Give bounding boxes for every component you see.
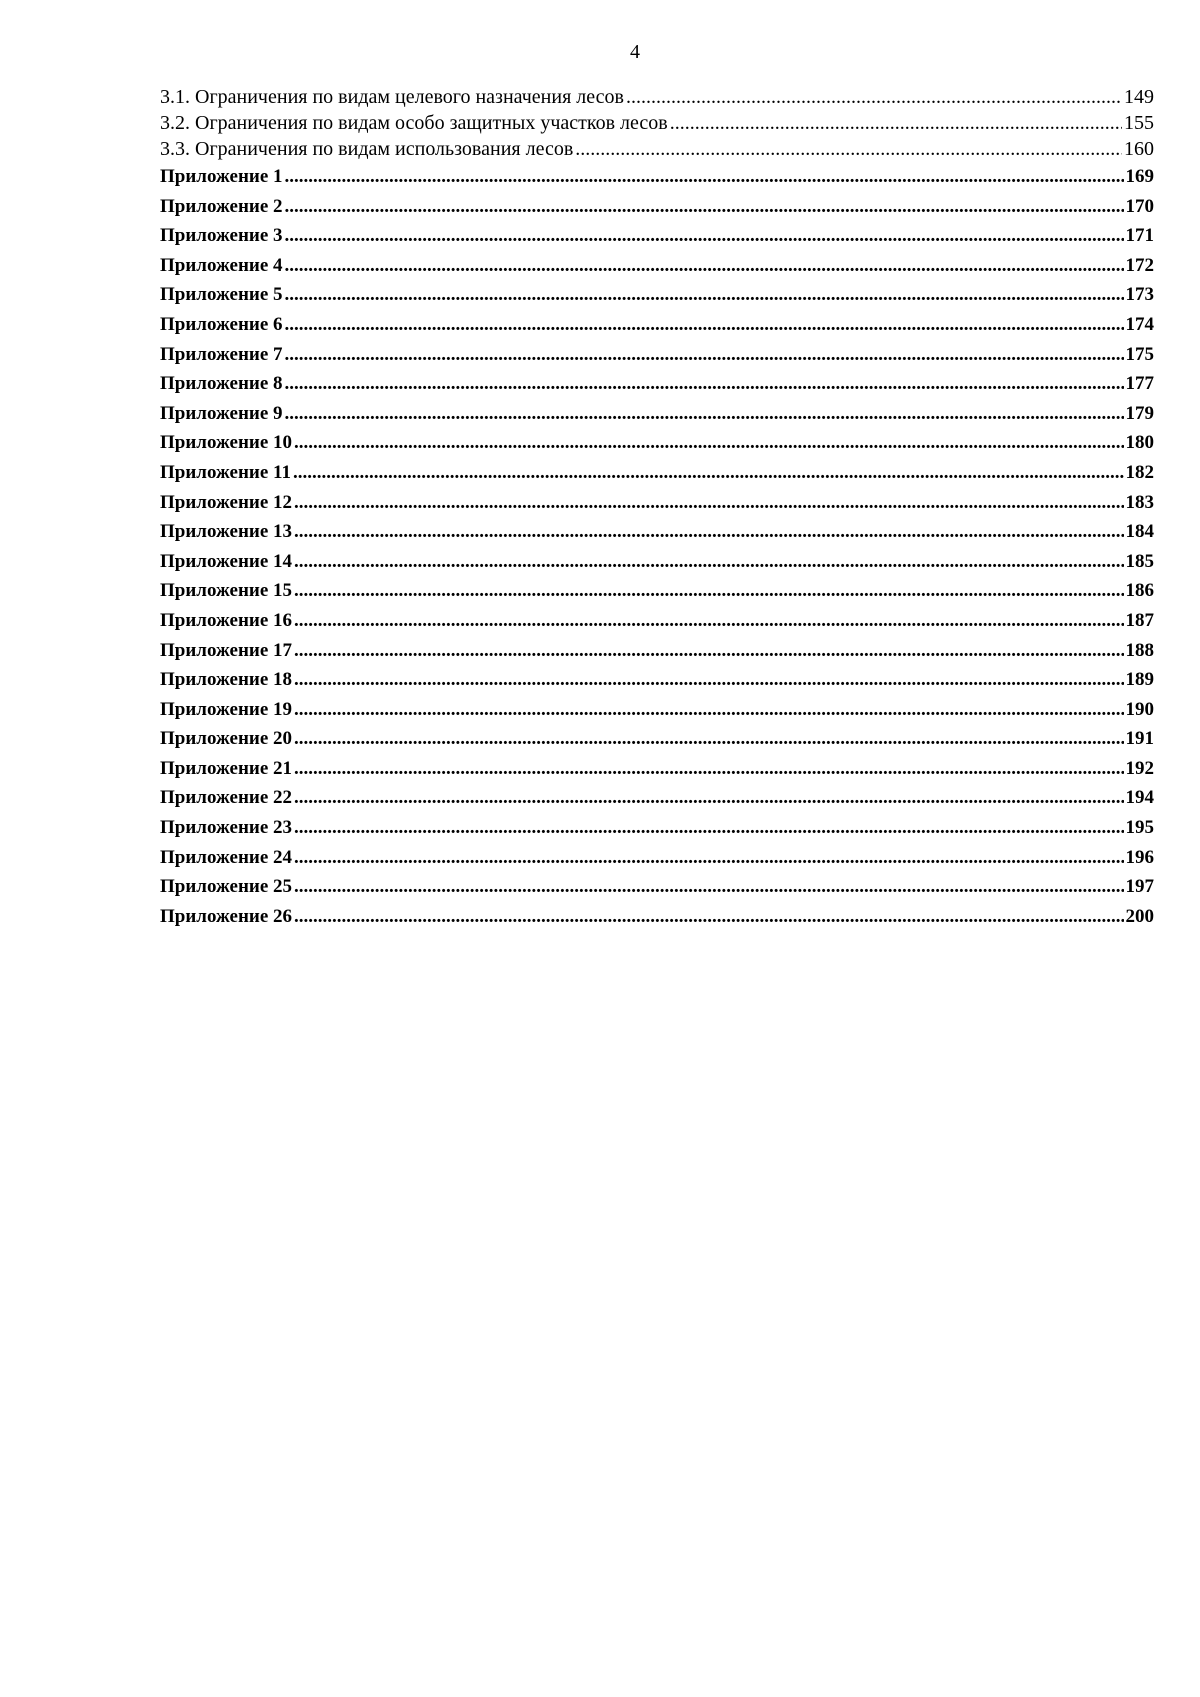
toc-entry-page: 197 <box>1125 876 1154 898</box>
toc-entry-title: Приложение 20 <box>160 728 293 750</box>
toc-entry-page: 149 <box>1124 86 1154 108</box>
toc-entry-appendix[interactable] <box>160 340 1154 370</box>
toc-leader <box>294 428 1123 458</box>
toc-entry-page: 177 <box>1125 373 1154 395</box>
toc-entry-title: Приложение 5 <box>160 284 283 306</box>
toc-entry-page: 160 <box>1124 138 1154 160</box>
toc-leader <box>285 162 1124 192</box>
toc-entry-page: 180 <box>1125 432 1154 454</box>
toc-leader <box>285 280 1124 310</box>
toc-entry-title: Приложение 16 <box>160 609 293 631</box>
toc-leader <box>294 488 1123 518</box>
toc-entry-title: Приложение 3 <box>160 225 283 247</box>
toc-leader <box>294 695 1123 725</box>
toc-entry-title: Приложение 9 <box>160 402 283 424</box>
toc-leader <box>294 517 1123 547</box>
page-number: 4 <box>630 41 640 63</box>
toc-entry-page: 155 <box>1124 112 1154 134</box>
toc-entry-appendix[interactable] <box>160 399 1154 429</box>
toc-entry-appendix[interactable] <box>160 310 1154 340</box>
toc-entry-appendix[interactable] <box>160 488 1154 518</box>
toc-entry-appendix[interactable] <box>160 606 1154 636</box>
toc-entry-appendix[interactable] <box>160 369 1154 399</box>
toc-leader <box>285 192 1124 222</box>
toc-entry-page: 190 <box>1125 698 1154 720</box>
toc-entry-page: 191 <box>1125 728 1154 750</box>
toc-entry-title: Приложение 26 <box>160 905 293 927</box>
toc-entry-title: Приложение 6 <box>160 313 283 335</box>
toc-leader <box>294 547 1123 577</box>
toc-entry-title: Приложение 17 <box>160 639 293 661</box>
toc-entry-title: Приложение 11 <box>160 461 291 483</box>
toc-entry-title: Приложение 12 <box>160 491 293 513</box>
toc-entry-page: 170 <box>1125 195 1154 217</box>
toc-entry-title: Приложение 19 <box>160 698 293 720</box>
toc-entry-page: 172 <box>1125 254 1154 276</box>
toc-entry-appendix[interactable] <box>160 428 1154 458</box>
toc-leader <box>626 84 1122 110</box>
toc-entry-title: Приложение 2 <box>160 195 283 217</box>
toc-entry-appendix[interactable] <box>160 754 1154 784</box>
toc-entry-page: 173 <box>1125 284 1154 306</box>
toc-entry-page: 182 <box>1125 461 1154 483</box>
toc-entry-appendix[interactable] <box>160 576 1154 606</box>
toc-entry-page: 186 <box>1125 580 1154 602</box>
toc-entry-page: 194 <box>1125 787 1154 809</box>
toc-leader <box>294 665 1123 695</box>
toc-entry-title: Приложение 15 <box>160 580 293 602</box>
toc-leader <box>285 251 1124 281</box>
toc-entry[interactable] <box>160 136 1154 162</box>
toc-leader <box>670 110 1122 136</box>
toc-entry-appendix[interactable] <box>160 458 1154 488</box>
toc-entry-title: Приложение 8 <box>160 373 283 395</box>
toc-entry-title: Приложение 10 <box>160 432 293 454</box>
toc-entry-appendix[interactable] <box>160 783 1154 813</box>
toc-entry-page: 175 <box>1125 343 1154 365</box>
toc-entry-appendix[interactable] <box>160 517 1154 547</box>
toc-leader <box>285 310 1124 340</box>
toc-entry-page: 179 <box>1125 402 1154 424</box>
toc-leader <box>294 902 1123 932</box>
toc-entry-appendix[interactable] <box>160 902 1154 932</box>
toc-entry-page: 174 <box>1125 313 1154 335</box>
toc-entry-title: 3.2. Ограничения по видам особо защитных участков лесов <box>160 112 668 134</box>
toc-leader <box>294 576 1123 606</box>
toc-entry-appendix[interactable] <box>160 843 1154 873</box>
toc-entry-page: 187 <box>1125 609 1154 631</box>
toc-entry-title: Приложение 1 <box>160 166 283 187</box>
toc-leader <box>285 369 1124 399</box>
toc-entry-title: Приложение 7 <box>160 343 283 365</box>
toc-leader <box>575 136 1122 162</box>
toc-leader <box>294 843 1123 873</box>
toc-entry-appendix[interactable] <box>160 872 1154 902</box>
toc-entry-title: 3.3. Ограничения по видам использования лесов <box>160 138 574 160</box>
toc-entry-appendix[interactable] <box>160 547 1154 577</box>
toc-entry-appendix[interactable] <box>160 192 1154 222</box>
toc-entry-appendix[interactable] <box>160 280 1154 310</box>
toc-entry-page: 171 <box>1125 225 1154 247</box>
toc-entry-page: 195 <box>1125 817 1154 839</box>
toc-entry[interactable] <box>160 84 1154 110</box>
toc-entry-page: 183 <box>1125 491 1154 513</box>
toc-entry-title: Приложение 13 <box>160 521 293 543</box>
toc-entry-page: 185 <box>1125 550 1154 572</box>
toc-entry-page: 184 <box>1125 521 1154 543</box>
toc-entry-page: 189 <box>1125 669 1154 691</box>
toc-entry-appendix[interactable] <box>160 251 1154 281</box>
toc-entry-page: 169 <box>1125 166 1154 187</box>
toc-entry-appendix[interactable] <box>160 162 1154 192</box>
toc-entry-appendix[interactable] <box>160 695 1154 725</box>
toc-entry-title: 3.1. Ограничения по видам целевого назначения лесов <box>160 86 624 108</box>
toc-leader <box>294 606 1123 636</box>
toc-leader <box>294 754 1123 784</box>
toc-entry-appendix[interactable] <box>160 221 1154 251</box>
toc-entry-page: 196 <box>1125 846 1154 868</box>
toc-leader <box>294 783 1123 813</box>
toc-entry-title: Приложение 22 <box>160 787 293 809</box>
toc-leader <box>294 872 1123 902</box>
toc-leader <box>285 340 1124 370</box>
toc-leader <box>293 458 1124 488</box>
toc-leader <box>294 724 1123 754</box>
toc-entry-page: 192 <box>1125 757 1154 779</box>
toc-entry-appendix[interactable] <box>160 724 1154 754</box>
toc-entry-title: Приложение 18 <box>160 669 293 691</box>
toc-entry-appendix[interactable] <box>160 813 1154 843</box>
toc-entry-appendix[interactable] <box>160 665 1154 695</box>
toc-entry-title: Приложение 23 <box>160 817 293 839</box>
toc-entry-title: Приложение 21 <box>160 757 293 779</box>
toc-entry-title: Приложение 4 <box>160 254 283 276</box>
table-of-contents <box>160 84 1154 931</box>
toc-entry-title: Приложение 24 <box>160 846 293 868</box>
toc-leader <box>294 813 1123 843</box>
toc-entry-page: 200 <box>1125 905 1154 927</box>
toc-entry-title: Приложение 14 <box>160 550 293 572</box>
toc-leader <box>285 221 1124 251</box>
toc-leader <box>285 399 1124 429</box>
toc-entry-title: Приложение 25 <box>160 876 293 898</box>
toc-entry[interactable] <box>160 110 1154 136</box>
toc-leader <box>294 636 1123 666</box>
toc-entry-page: 188 <box>1125 639 1154 661</box>
toc-entry-appendix[interactable] <box>160 636 1154 666</box>
